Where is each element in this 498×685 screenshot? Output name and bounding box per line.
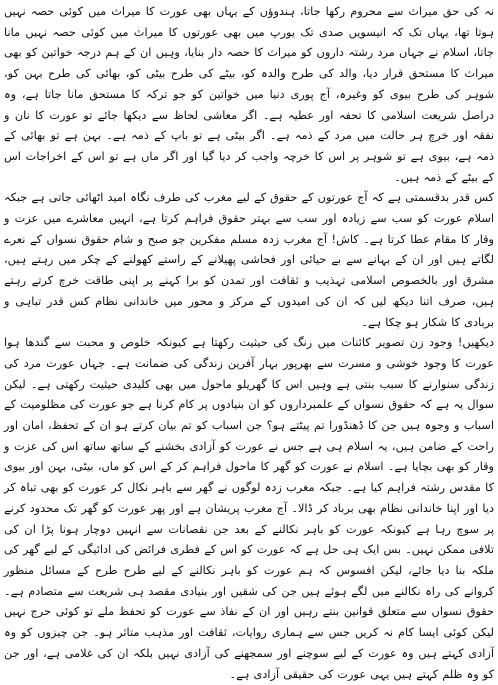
article-paragraph-2: کس قدر بدقسمتی ہے کہ آج عورتوں کے حقوق کے لیے مغرب کی طرف نگاہ امید اٹھائی جاتی ہے جبکہ اسلام عورت کو سب سے زیادہ اور سب سے بہتر حقوق فراہم کرتا ہے، انہیں معاشرے میں عزت و وقار کا مقام عطا کرتا ہے۔ کاش! آج مغرب زدہ مسلم مفکرین جو صبح و شام حقوق نسواں کے نعرے لگاتے ہیں اور ان کے بہانے سے بے حیائی اور فحاشی پھیلانے کے راستے کھولنے کے چکر میں رہتے ہیں، مشرق اور بالخصوص اسلامی تہذیب و ثقافت اور تمدن کو برا کہنے پر اپنی طاقت خرچ کرتے رہتے ہیں، صرف اتنا دیکھ لیں کہ ان کی امیدوں کے مرکز و محور میں خاندانی نظام کس قدر تباہی و بربادی کا شکار ہو چکا ہے۔	[4, 191, 494, 329]
article-paragraph-3: دیکھیں! وجود زن تصویر کائنات میں رنگ کی حیثیت رکھتا ہے کیونکہ خلوص و محبت سے گندھا ہوا عورت کا وجود خوشی و مسرت سے بھرپور بہار آفرین زندگی کی ضمانت ہے۔ جہاں عورت مرد کی زندگی سنوارنے کا سبب بنتی ہے وہیں اس کا گھریلو ماحول میں بھی کلیدی حیثیت رکھتی ہے۔ لیکن سوال یہ ہے کہ حقوق نسواں کے علمبرداروں کو ان بنیادوں پر کام کرنا ہے جو عورت کی مظلومیت کے اسباب و وجوہ ہیں جن کا ڈھنڈورا تم پیٹتے ہو؟ جن اسباب کو تم بیان کرتے ہو ان کے تحفظ، امان اور راحت کے ضامن ہیں، یہ اسلام ہی ہے جس نے عورت کو آزادی بخشنے کے ساتھ ساتھ اس کی عزت و وقار کو بھی بچایا ہے۔ اسلام نے عورت کو گھر کا ماحول فراہم کر کے اس کو ماں، بیٹی، بہن اور بیوی کا مقدس رشتہ فراہم کیا ہے۔ جبکہ مغرب زدہ لوگوں نے گھر سے باہر نکال کر عورت کو بھی تباہ کر دیا اور اپنا خاندانی نظام بھی برباد کر ڈالا۔ آج مغرب پریشان ہے اور پھر عورت کو گھر تک محدود کرنے پر سوچ رہا ہے کیونکہ عورت کو باہر نکالنے کے بعد جن نقصانات سے انہیں دوچار ہونا پڑا ان کی تلافی ممکن نہیں۔ بس ایک ہی حل ہے کہ عورت کو اس کے فطری فرائض کی ادائیگی کے لیے گھر کی ملکہ بنا دیا جائے، لیکن افسوس کہ ہم عورت کو باہر نکالنے کے لیے طرح طرح کے مسائل منظور کروانے کی راہ نکالنے میں لگے ہوئے ہیں جن کی شقیں اور بنیادی مقصد ہی شریعت سے متصادم ہے۔ حقوق نسواں سے متعلق قوانین بنتے رہیں اور ان کے نفاذ سے عورت کو تحفظ ملے تو کوئی حرج نہیں لیکن کوئی ایسا کام نہ کریں جس سے ہماری روایات، ثقافت اور مذہب متاثر ہو۔ جن چیزوں کو وہ آزادی کہتے ہیں وہ عورت کے لیے سوچنے اور سمجھنے کی آزادی نہیں بلکہ ان کی غلامی ہے، اور جن کو وہ ظلم کہتے ہیں یہی عورت کی حقیقی آزادی ہے۔	[4, 336, 494, 681]
article-paragraph-1: نہ کی حق میراث سے محروم رکھا جاتا، ہندوؤں کے یہاں بھی عورت کا میراث میں کوئی حصہ نہیں ہوتا تھا، یہاں تک کہ انیسویں صدی تک یورپ میں بھی عورتوں کا میراث میں کوئی حصہ نہیں مانا جاتا، اسلام نے جہاں مرد رشتہ داروں کو میراث کا حصہ دار بنایا، وہیں ان کے ہم درجہ خواتین کو بھی میراث کا مستحق قرار دیا، والد کی طرح والدہ کو، بیٹے کی طرح بیٹی کو، بھائی کی طرح بہن کو، شوہر کی طرح بیوی کو وغیرہ، آج پوری دنیا میں خواتین کو جو ترکہ کا مستحق مانا جاتا ہے، وہ دراصل شریعت اسلامی کا تحفہ اور عطیہ ہے۔ اگر معاشی لحاظ سے دیکھا جائے تو عورت کا نان و نفقہ اور خرچ ہر حالت میں مرد کے ذمہ ہے۔ اگر بیٹی ہے تو باپ کے ذمہ ہے۔ بہن ہے تو بھائی کے ذمہ ہے، بیوی ہے تو شوہر پر اس کا خرچہ واجب کر دیا گیا اور اگر ماں ہے تو اس کے اخراجات اس کے بیٹے کے ذمہ ہیں۔	[4, 5, 494, 184]
